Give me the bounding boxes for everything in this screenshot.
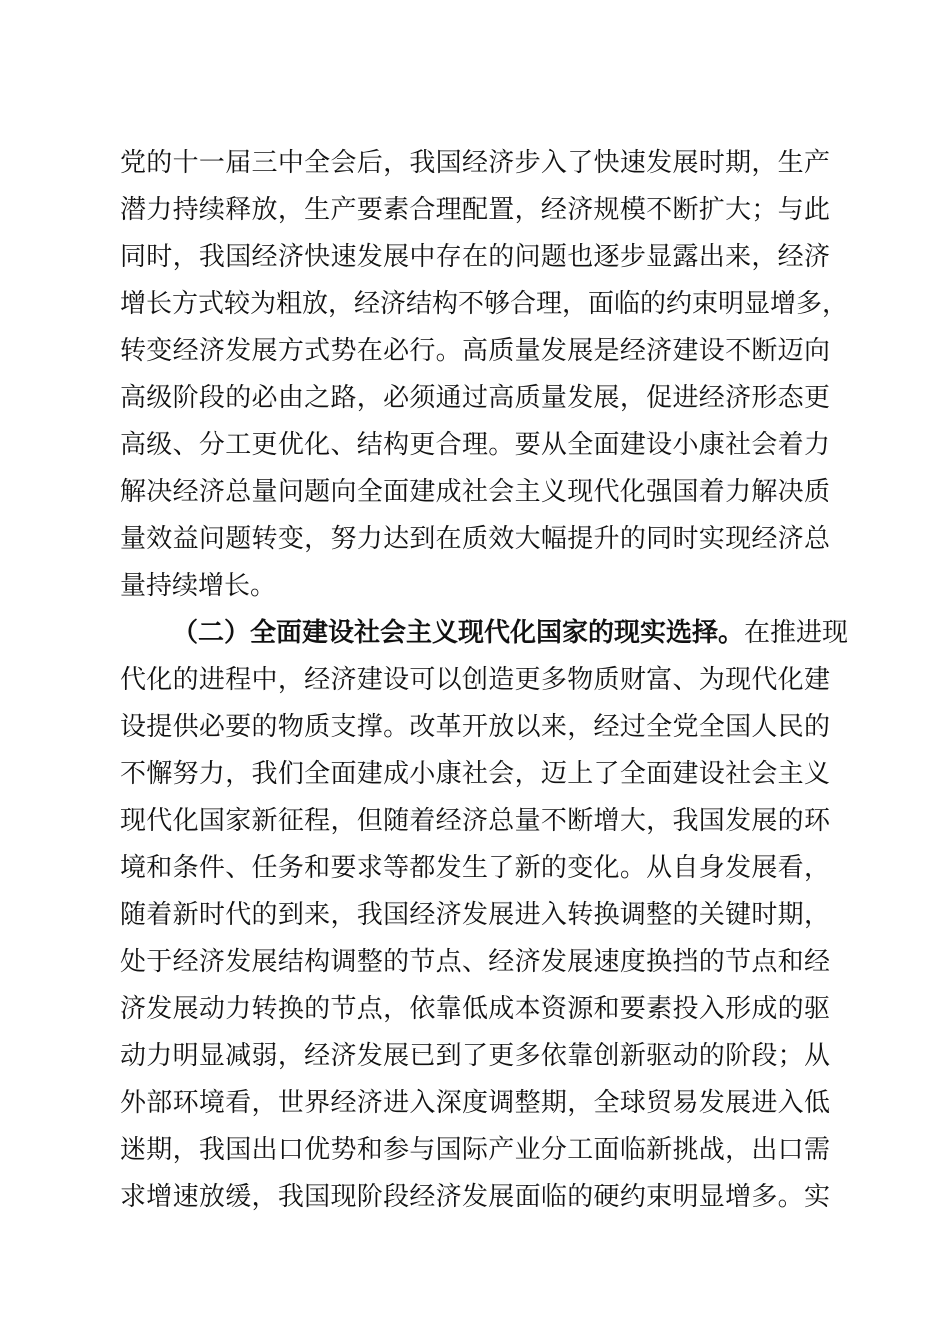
paragraph-1-line: 党的十一届三中全会后，我国经济步入了快速发展时期，生产 xyxy=(120,148,830,178)
paragraph-1-line: 量效益问题转变，努力达到在质效大幅提升的同时实现经济总 xyxy=(120,524,830,554)
paragraph-2-line: 设提供必要的物质支撑。改革开放以来，经过全党全国人民的 xyxy=(120,712,830,742)
paragraph-2-line: 随着新时代的到来，我国经济发展进入转换调整的关键时期， xyxy=(120,900,830,930)
paragraph-2-line: 现代化国家新征程，但随着经济总量不断增大，我国发展的环 xyxy=(120,806,830,836)
paragraph-2-line: 济发展动力转换的节点，依靠低成本资源和要素投入形成的驱 xyxy=(120,994,830,1024)
paragraph-1-line: 高级、分工更优化、结构更合理。要从全面建设小康社会着力 xyxy=(120,430,830,460)
paragraph-2-line: 处于经济发展结构调整的节点、经济发展速度换挡的节点和经 xyxy=(120,947,830,977)
paragraph-2-line: 境和条件、任务和要求等都发生了新的变化。从自身发展看， xyxy=(120,853,830,883)
paragraph-1-line: 量持续增长。 xyxy=(120,571,277,601)
section-heading: （二）全面建设社会主义现代化国家的现实选择。 xyxy=(172,618,745,648)
paragraph-2-line: 不懈努力，我们全面建成小康社会，迈上了全面建设社会主义 xyxy=(120,759,830,789)
paragraph-2-line: 迷期，我国出口优势和参与国际产业分工面临新挑战，出口需 xyxy=(120,1135,830,1165)
heading-line-rest: 在推进现 xyxy=(744,618,849,648)
paragraph-2-line: 代化的进程中，经济建设可以创造更多物质财富、为现代化建 xyxy=(120,665,830,695)
paragraph-2-line: 求增速放缓，我国现阶段经济发展面临的硬约束明显增多。实 xyxy=(120,1182,830,1212)
paragraph-1-line: 潜力持续释放，生产要素合理配置，经济规模不断扩大；与此 xyxy=(120,195,830,225)
paragraph-1-line: 转变经济发展方式势在必行。高质量发展是经济建设不断迈向 xyxy=(120,336,830,366)
paragraph-1-line: 解决经济总量问题向全面建成社会主义现代化强国着力解决质 xyxy=(120,477,830,507)
paragraph-2-line: 外部环境看，世界经济进入深度调整期，全球贸易发展进入低 xyxy=(120,1088,830,1118)
paragraph-1-line: 同时，我国经济快速发展中存在的问题也逐步显露出来，经济 xyxy=(120,242,830,272)
paragraph-1-line: 高级阶段的必由之路，必须通过高质量发展，促进经济形态更 xyxy=(120,383,830,413)
paragraph-1-line: 增长方式较为粗放，经济结构不够合理，面临的约束明显增多， xyxy=(120,289,849,319)
paragraph-2-line: 动力明显减弱，经济发展已到了更多依靠创新驱动的阶段；从 xyxy=(120,1041,830,1071)
paragraph-2-first-line xyxy=(172,610,849,656)
